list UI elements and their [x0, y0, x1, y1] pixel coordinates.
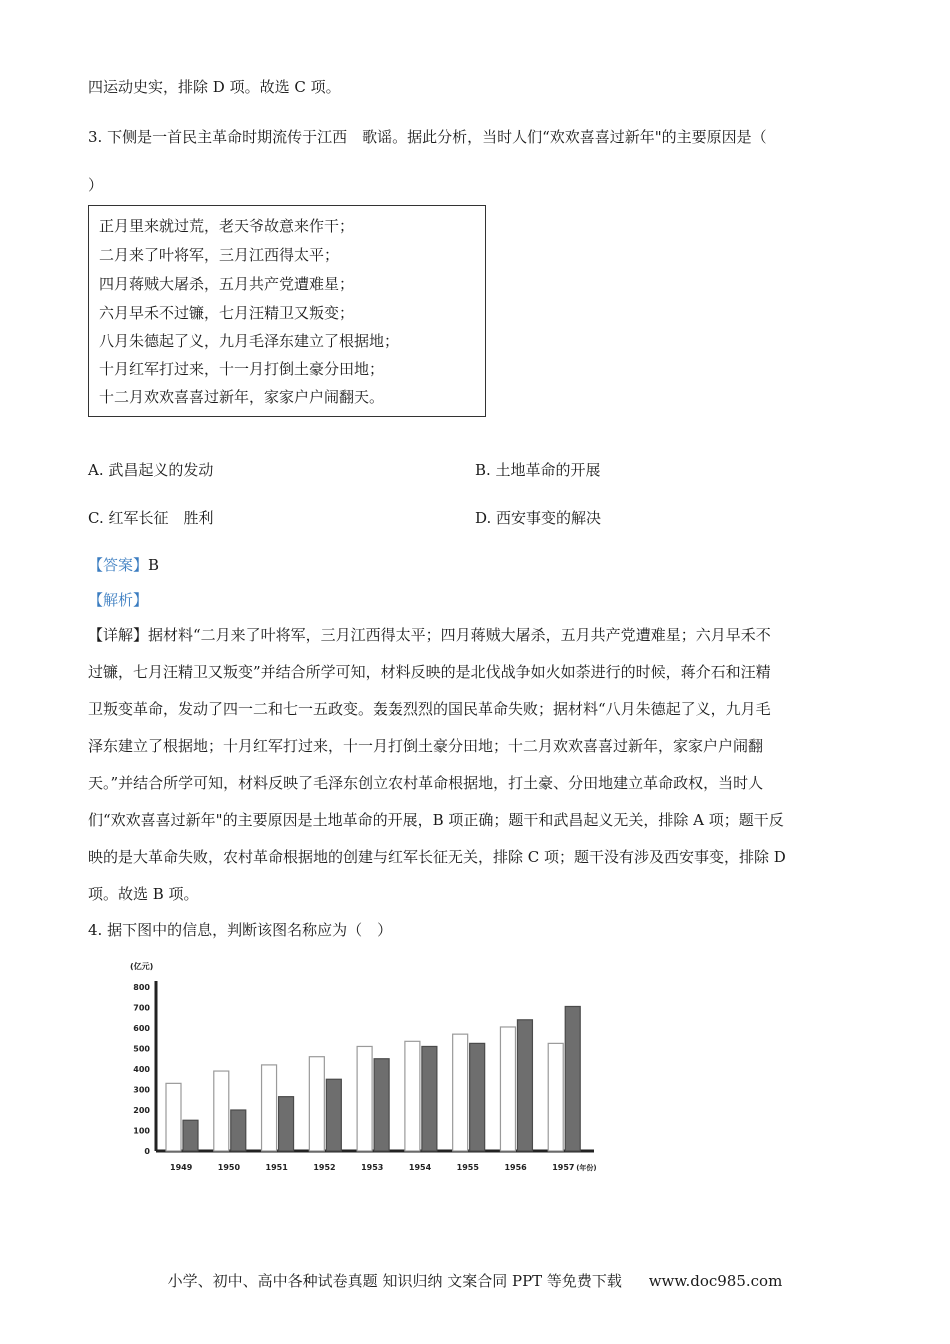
question-4-stem: 4. 据下图中的信息，判断该图名称应为（ ）	[88, 921, 393, 939]
x-tick-label: 1954	[408, 1163, 432, 1172]
x-tick-label: 1949	[170, 1163, 193, 1172]
detail-line: 泽东建立了根据地；十月红军打过来，十一月打倒土豪分田地；十二月欢欢喜喜过新年，家家户户闹翻	[88, 737, 764, 755]
x-tick-label: 1956	[504, 1163, 527, 1172]
bar	[470, 1043, 485, 1151]
option-a: A. 武昌起义的发动	[88, 461, 214, 479]
x-tick-label: 1955	[456, 1163, 479, 1172]
bar	[166, 1083, 181, 1151]
poem-line: 正月里来就过荒，老天爷故意来作干；	[99, 217, 355, 235]
bar	[453, 1034, 468, 1151]
bar	[500, 1027, 515, 1151]
poem-box	[88, 205, 486, 417]
bar	[231, 1110, 246, 1151]
answer-line	[88, 554, 159, 575]
bar	[517, 1020, 532, 1151]
y-tick-label: 200	[133, 1106, 150, 1115]
bar	[565, 1006, 580, 1151]
detail-line: 据材料“二月来了叶将军，三月江西得太平；四月蒋贼大屠杀，五月共产党遭难星；六月早禾不	[148, 626, 771, 644]
question-3-stem-end: ）	[88, 176, 104, 194]
bar	[309, 1057, 324, 1151]
answer-value: B	[148, 556, 160, 574]
bar	[405, 1041, 420, 1151]
detail-line: 们“欢欢喜喜过新年"的主要原因是土地革命的开展，B 项正确；题干和武昌起义无关，排除 A 项；题干反	[88, 811, 784, 829]
option-b: B. 土地革命的开展	[475, 461, 601, 479]
poem-line: 八月朱德起了义，九月毛泽东建立了根据地；	[99, 332, 400, 350]
x-tick-label: 1953	[361, 1163, 384, 1172]
bar-chart	[120, 955, 600, 1180]
bar	[279, 1097, 294, 1151]
bar	[262, 1065, 277, 1151]
detail-line: 映的是大革命失败，农村革命根据地的创建与红军长征无关，排除 C 项；题干没有涉及西安事变，排除 D	[88, 848, 786, 866]
y-tick-label: 600	[133, 1024, 150, 1033]
poem-line: 二月来了叶将军，三月江西得太平；	[99, 246, 340, 264]
footer	[0, 1270, 950, 1291]
option-c: C. 红军长征 胜利	[88, 509, 214, 527]
poem-line: 六月早禾不过镰，七月汪精卫又叛变；	[99, 304, 355, 322]
answer-tag: 【答案】	[88, 556, 149, 574]
bar	[357, 1046, 372, 1151]
bar	[183, 1120, 198, 1151]
x-tick-label: 1957	[552, 1163, 575, 1172]
footer-text: 小学、初中、高中各种试卷真题 知识归纳 文案合同 PPT 等免费下载	[167, 1272, 622, 1290]
bar	[374, 1059, 389, 1151]
bar	[422, 1046, 437, 1151]
bar	[548, 1043, 563, 1151]
x-tick-label: 1950	[217, 1163, 241, 1172]
y-axis-label: (亿元)	[130, 962, 154, 971]
previous-answer-tail: 四运动史实，排除 D 项。故选 C 项。	[88, 78, 341, 96]
detail-line: 过镰，七月汪精卫又叛变”并结合所学可知，材料反映的是北伐战争如火如荼进行的时候，蒋介石和汪精	[88, 663, 771, 681]
x-tick-label: 1952	[313, 1163, 336, 1172]
y-tick-label: 0	[144, 1147, 150, 1156]
footer-url: www.doc985.com	[648, 1272, 783, 1290]
x-tick-label: 1951	[265, 1163, 288, 1172]
detail-line: 卫叛变革命，发动了四一二和七一五政变。轰轰烈烈的国民革命失败；据材料“八月朱德起了义，九月毛	[88, 700, 771, 718]
y-tick-label: 300	[133, 1085, 150, 1095]
question-3-stem: 3. 下侧是一首民主革命时期流传于江西 歌谣。据此分析，当时人们“欢欢喜喜过新年"的主要原因是（	[88, 128, 767, 146]
poem-line: 四月蒋贼大屠杀，五月共产党遭难星；	[99, 275, 355, 293]
y-tick-label: 500	[133, 1044, 150, 1054]
detail-line: 天。”并结合所学可知，材料反映了毛泽东创立农村革命根据地，打土豪、分田地建立革命政权，当时人	[88, 774, 764, 792]
option-d: D. 西安事变的解决	[475, 509, 602, 527]
y-tick-label: 700	[133, 1003, 150, 1013]
poem-line: 十月红军打过来，十一月打倒土豪分田地；	[99, 360, 385, 378]
y-tick-label: 100	[133, 1126, 150, 1136]
bar	[214, 1071, 229, 1151]
y-tick-label: 800	[133, 983, 150, 992]
x-axis-label: (年份)	[576, 1164, 597, 1172]
detail-line: 项。故选 B 项。	[88, 885, 199, 903]
bar	[326, 1079, 341, 1151]
analysis-tag: 【解析】	[88, 591, 149, 609]
detail-tag: 【详解】	[88, 626, 149, 644]
y-tick-label: 400	[133, 1065, 150, 1074]
poem-line: 十二月欢欢喜喜过新年，家家户户闹翻天。	[99, 388, 385, 406]
